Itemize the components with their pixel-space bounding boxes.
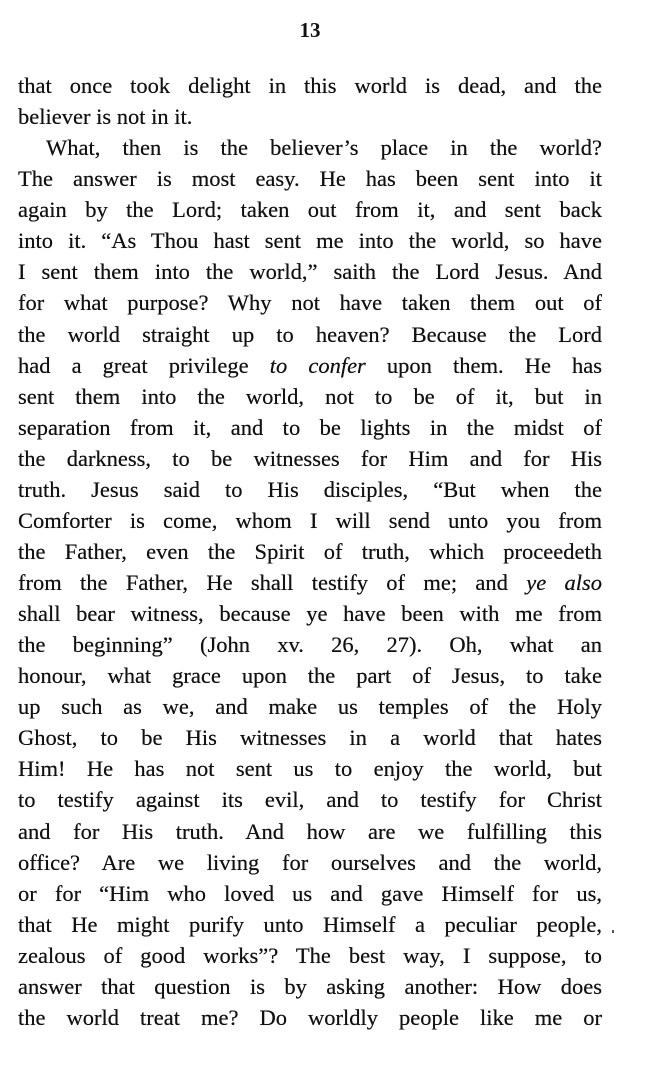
line-text: truth. Jesus said to His disciples, “But when the — [18, 476, 602, 502]
text-line — [18, 287, 602, 318]
text-line — [18, 598, 602, 629]
text-line — [18, 350, 602, 381]
line-text: Comforter is come, whom I will send unto you from — [18, 507, 602, 533]
line-text: shall bear witness, because ye have been with me from — [18, 601, 602, 627]
line-text: that He might purify unto Himself a peculiar people, — [18, 911, 602, 937]
scan-speck — [612, 930, 614, 933]
line-text: office? Are we living for ourselves and the world, — [18, 849, 602, 875]
line-text: I sent them into the world,” saith the Lord Jesus. And — [18, 259, 602, 285]
text-line — [18, 70, 602, 101]
line-text: the world straight up to heaven? Because the Lord — [18, 321, 602, 347]
text-line — [18, 319, 602, 350]
text-line — [18, 784, 602, 815]
line-text: upon them. He has — [365, 352, 603, 378]
text-line — [18, 722, 602, 753]
text-line — [18, 1002, 602, 1033]
line-text: The answer is most easy. He has been sent into it — [18, 166, 602, 192]
line-text: for what purpose? Why not have taken them out of — [18, 290, 602, 316]
line-text: sent them into the world, not to be of it, but in — [18, 383, 602, 409]
text-line — [18, 753, 602, 784]
text-line — [18, 536, 602, 567]
line-text: the Father, even the Spirit of truth, which proceedeth — [18, 538, 602, 564]
line-text: the darkness, to be witnesses for Him and for His — [18, 445, 602, 471]
line-text: into it. “As Thou hast sent me into the world, so have — [18, 228, 602, 254]
line-text: believer is not in it. — [18, 104, 193, 130]
text-line — [18, 381, 602, 412]
line-text: that once took delight in this world is dead, and the — [18, 73, 602, 98]
line-text: up such as we, and make us temples of the Holy — [18, 694, 602, 720]
line-text: and for His truth. And how are we fulfilling this — [18, 818, 602, 844]
line-text: honour, what grace upon the part of Jesus, to take — [18, 663, 602, 689]
text-line — [18, 225, 602, 256]
line-text: Him! He has not sent us to enjoy the world, but — [18, 756, 602, 782]
line-text: the world treat me? Do worldly people like me or — [18, 1004, 602, 1030]
text-line — [18, 474, 602, 505]
italic-text: to confer — [269, 352, 366, 378]
line-text: Ghost, to be His witnesses in a world that hates — [18, 725, 602, 751]
text-line — [18, 132, 602, 163]
page-number: 13 — [299, 18, 321, 42]
line-text: answer that question is by asking another: How does — [18, 973, 602, 999]
line-text: again by the Lord; taken out from it, and sent back — [18, 197, 602, 223]
line-text: had a great privilege — [18, 352, 270, 378]
italic-text: ye also — [526, 570, 602, 595]
text-line — [18, 629, 602, 660]
text-line — [18, 878, 602, 909]
text-line — [18, 256, 602, 287]
text-line — [18, 412, 602, 443]
text-line — [18, 660, 602, 691]
text-line — [18, 194, 602, 225]
line-text: to testify against its evil, and to testify for Christ — [18, 787, 602, 813]
text-line — [18, 567, 602, 598]
text-line — [18, 505, 602, 536]
line-text: from the Father, He shall testify of me; and — [18, 570, 527, 595]
line-text: zealous of good works”? The best way, I suppose, to — [18, 942, 602, 968]
line-text: What, then is the believer’s place in the world? — [46, 135, 602, 161]
line-text: or for “Him who loved us and gave Himself for us, — [18, 880, 602, 906]
text-line — [18, 909, 602, 940]
text-line — [18, 101, 602, 132]
text-line — [18, 971, 602, 1002]
text-line — [18, 816, 602, 847]
line-text: separation from it, and to be lights in the midst of — [18, 414, 602, 440]
text-line — [18, 163, 602, 194]
text-line — [18, 443, 602, 474]
body-text — [18, 70, 602, 1033]
text-line — [18, 847, 602, 878]
text-line — [18, 940, 602, 971]
text-line — [18, 691, 602, 722]
line-text: the beginning” (John xv. 26, 27). Oh, what an — [18, 632, 602, 658]
